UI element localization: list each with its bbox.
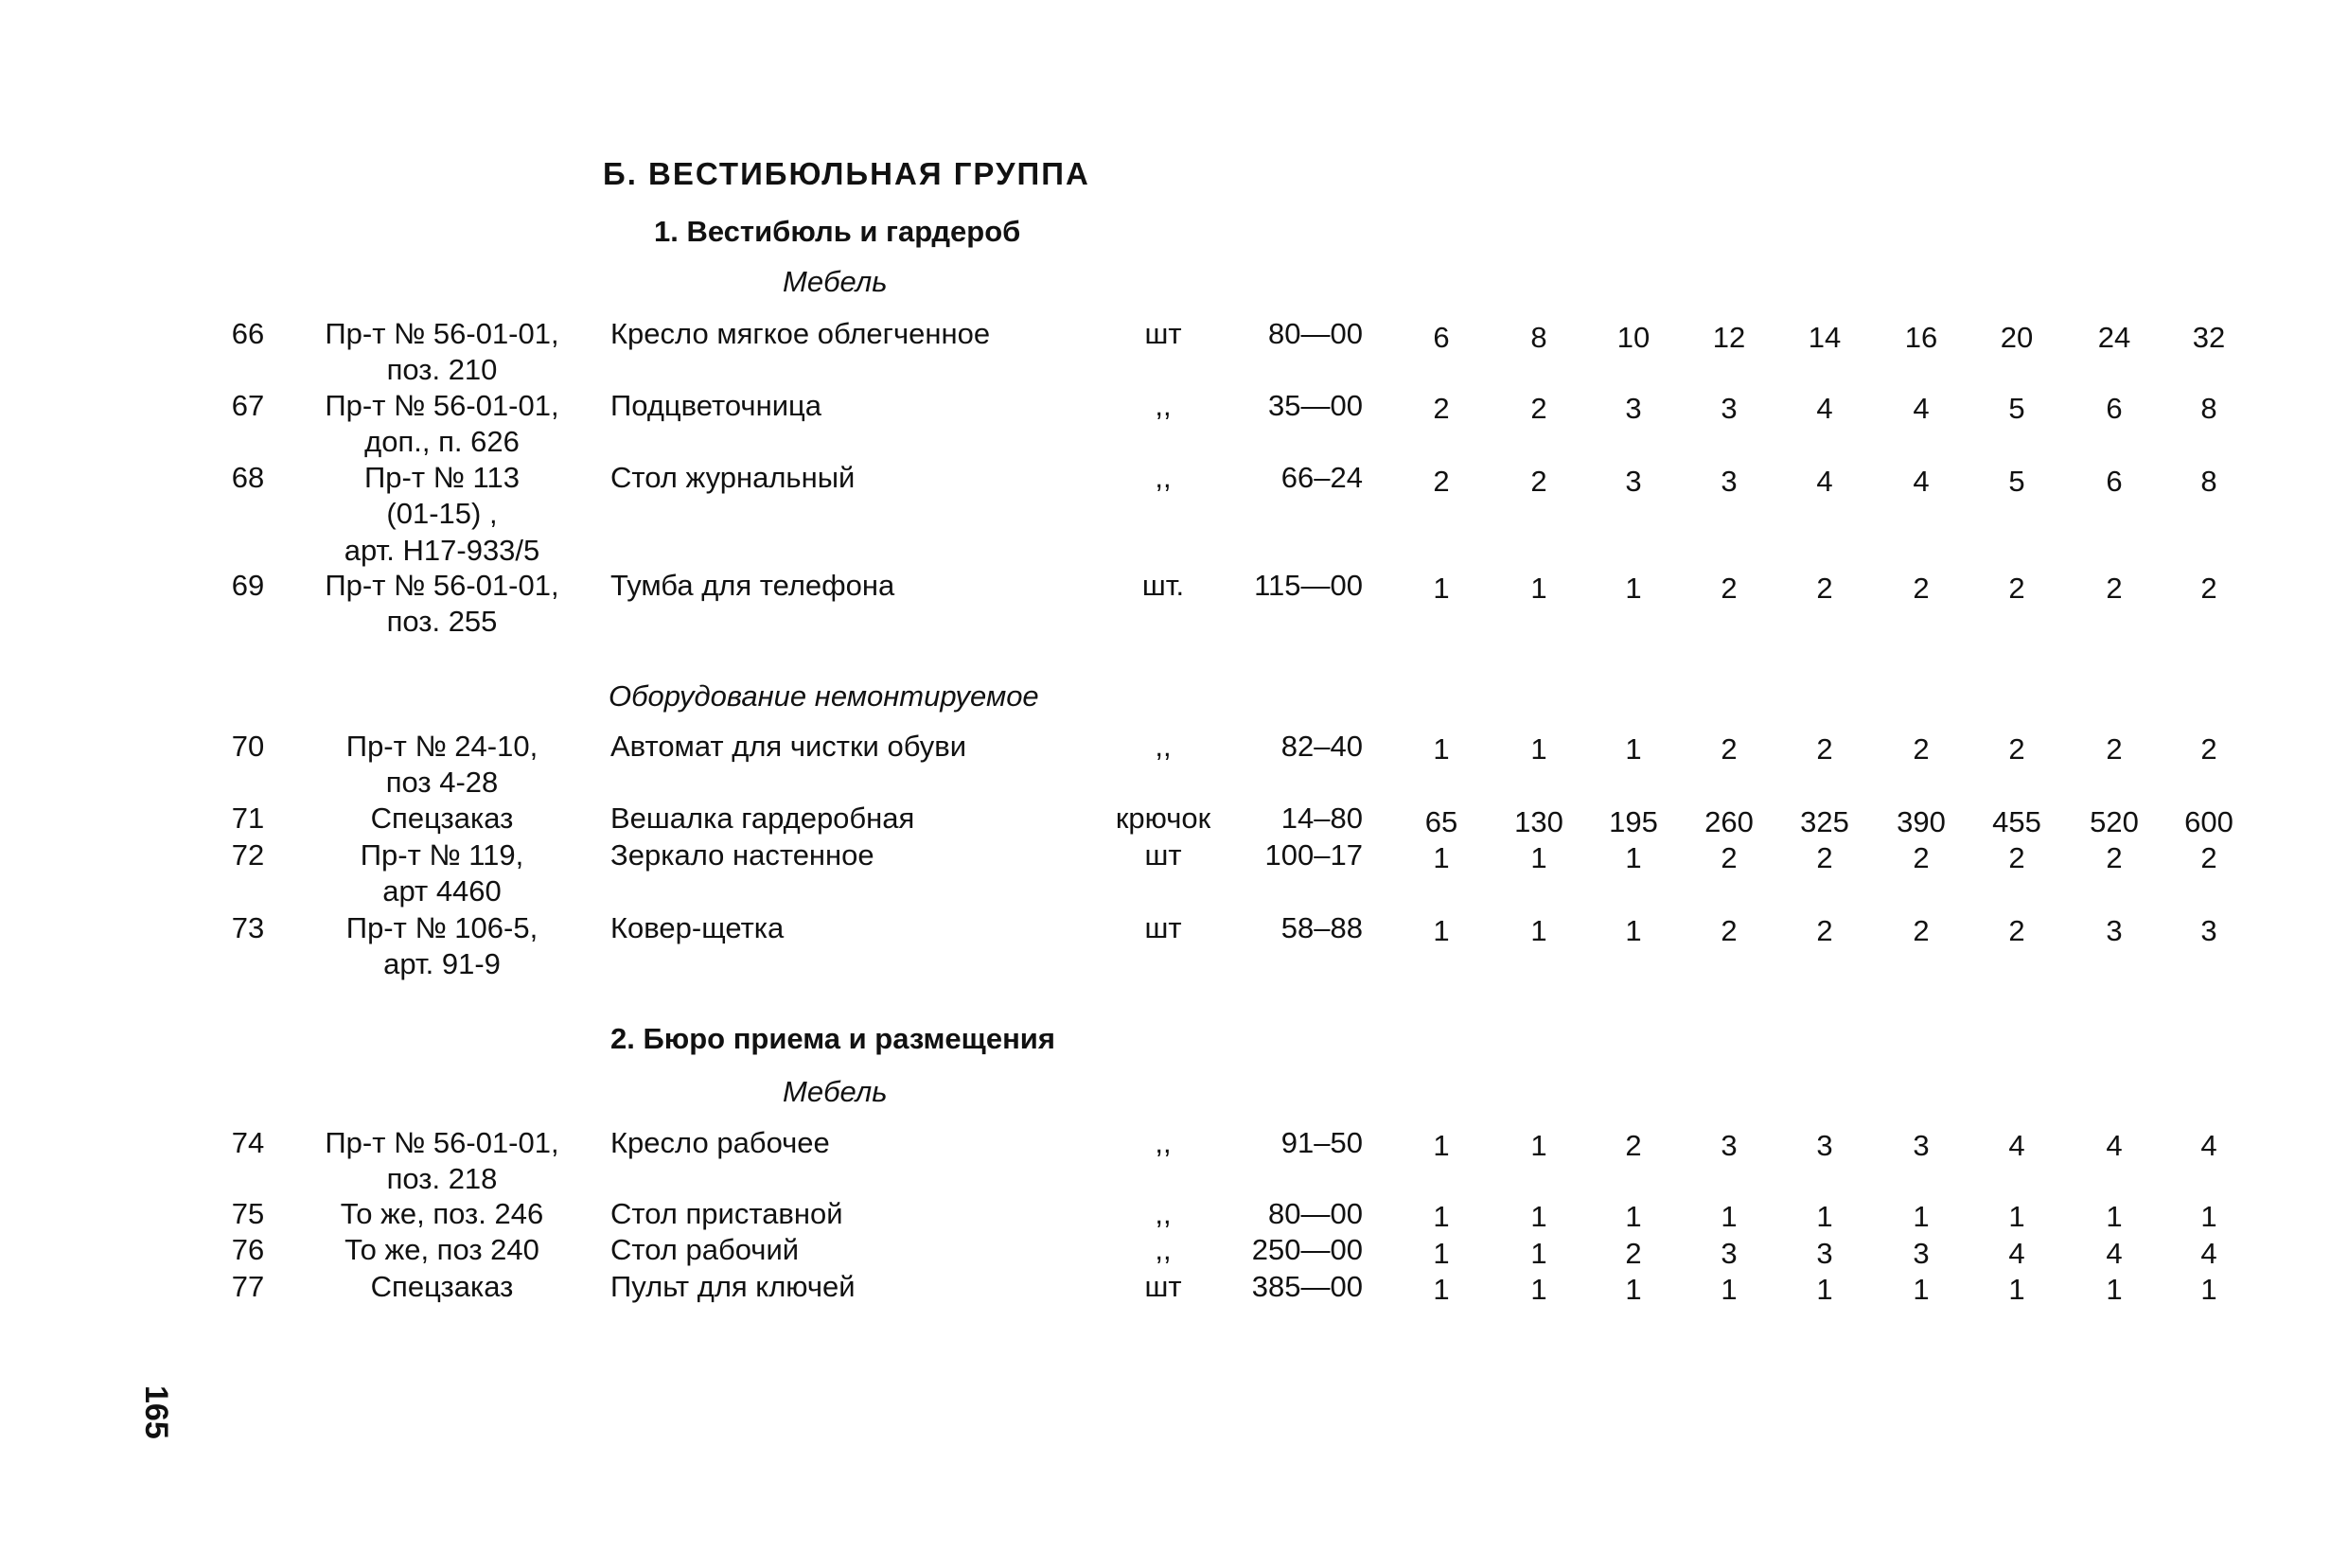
- row-source-line: Пр-т № 56-01-01,: [325, 569, 559, 602]
- row-item-name: Подцветочница: [610, 389, 822, 422]
- row-quantity: 1: [2200, 1273, 2217, 1306]
- row-unit: ,,: [1155, 389, 1172, 422]
- row-quantity: 3: [1625, 465, 1642, 498]
- row-quantity: 130: [1514, 805, 1563, 838]
- row-quantity: 390: [1897, 805, 1946, 838]
- row-number: 72: [231, 838, 265, 872]
- row-quantity: 2: [1816, 841, 1833, 874]
- row-quantity: 1: [1433, 914, 1450, 947]
- row-item-name: Вешалка гардеробная: [610, 802, 915, 835]
- row-quantity: 1: [1625, 1273, 1642, 1306]
- row-unit: шт.: [1141, 569, 1185, 602]
- row-quantity: 8: [2200, 392, 2217, 425]
- row-quantity: 1: [2008, 1200, 2025, 1233]
- row-number: 73: [231, 911, 265, 944]
- row-unit: ,,: [1155, 730, 1172, 763]
- row-quantity: 3: [1721, 392, 1738, 425]
- row-price: 14–80: [1280, 802, 1363, 835]
- row-quantity: 1: [1433, 1200, 1450, 1233]
- row-number: 77: [231, 1270, 265, 1303]
- row-source-line: (01-15) ,: [386, 497, 498, 530]
- subsection-title: 2. Бюро приема и размещения: [610, 1022, 1055, 1055]
- row-quantity: 20: [2000, 321, 2034, 354]
- row-quantity: 1: [1530, 841, 1547, 874]
- row-quantity: 6: [2106, 392, 2123, 425]
- row-quantity: 3: [1913, 1129, 1930, 1162]
- row-item-name: Стол рабочий: [610, 1233, 800, 1266]
- row-quantity: 3: [1721, 465, 1738, 498]
- row-unit: ,,: [1155, 1233, 1172, 1266]
- row-quantity: 4: [2008, 1129, 2025, 1162]
- row-quantity: 325: [1800, 805, 1849, 838]
- row-quantity: 1: [2008, 1273, 2025, 1306]
- row-price: 58–88: [1280, 911, 1363, 944]
- row-quantity: 2: [1913, 841, 1930, 874]
- row-item-name: Кресло мягкое облегченное: [610, 317, 991, 350]
- row-item-name: Автомат для чистки обуви: [610, 730, 967, 763]
- row-quantity: 2: [2200, 572, 2217, 605]
- row-number: 74: [231, 1126, 265, 1159]
- row-quantity: 1: [1530, 1129, 1547, 1162]
- row-quantity: 1: [1625, 841, 1642, 874]
- row-quantity: 2: [1721, 841, 1738, 874]
- row-unit: ,,: [1155, 1197, 1172, 1230]
- row-price: 82–40: [1280, 730, 1363, 763]
- row-quantity: 8: [2200, 465, 2217, 498]
- row-quantity: 2: [2008, 914, 2025, 947]
- row-quantity: 4: [2106, 1237, 2123, 1270]
- row-item-name: Зеркало настенное: [610, 838, 874, 872]
- row-quantity: 1: [1625, 732, 1642, 766]
- row-item-name: Стол приставной: [610, 1197, 843, 1230]
- row-quantity: 2: [1913, 572, 1930, 605]
- row-quantity: 2: [1913, 732, 1930, 766]
- row-quantity: 4: [1816, 392, 1833, 425]
- row-quantity: 3: [1721, 1129, 1738, 1162]
- row-source-line: арт. Н17-933/5: [344, 534, 540, 567]
- row-quantity: 3: [1816, 1237, 1833, 1270]
- row-item-name: Кресло рабочее: [610, 1126, 830, 1159]
- row-quantity: 1: [1625, 1200, 1642, 1233]
- row-quantity: 2: [1721, 732, 1738, 766]
- row-number: 66: [231, 317, 265, 350]
- row-quantity: 10: [1616, 321, 1651, 354]
- row-quantity: 1: [1913, 1273, 1930, 1306]
- row-source-line: Спецзаказ: [370, 802, 514, 835]
- row-source-line: Пр-т № 106-5,: [345, 911, 538, 944]
- category-title: Мебель: [783, 265, 888, 298]
- row-quantity: 2: [1816, 732, 1833, 766]
- row-unit: шт: [1144, 317, 1182, 350]
- row-quantity: 1: [1816, 1200, 1833, 1233]
- row-quantity: 1: [2200, 1200, 2217, 1233]
- row-item-name: Ковер-щетка: [610, 911, 785, 944]
- row-quantity: 4: [1913, 465, 1930, 498]
- row-source-line: поз. 255: [386, 605, 498, 638]
- row-quantity: 1: [1913, 1200, 1930, 1233]
- row-source-line: поз. 218: [386, 1162, 498, 1195]
- row-source-line: доп., п. 626: [364, 425, 520, 458]
- row-quantity: 600: [2184, 805, 2233, 838]
- row-number: 76: [231, 1233, 265, 1266]
- row-quantity: 2: [2106, 841, 2123, 874]
- row-price: 80—00: [1268, 1197, 1363, 1230]
- row-quantity: 1: [1433, 572, 1450, 605]
- row-quantity: 4: [1816, 465, 1833, 498]
- row-quantity: 2: [2008, 841, 2025, 874]
- row-quantity: 2: [1625, 1129, 1642, 1162]
- row-source-line: Пр-т № 119,: [360, 838, 524, 872]
- row-quantity: 3: [1625, 392, 1642, 425]
- row-quantity: 6: [1433, 321, 1450, 354]
- row-quantity: 1: [1433, 841, 1450, 874]
- row-quantity: 2: [2200, 841, 2217, 874]
- row-quantity: 1: [1816, 1273, 1833, 1306]
- row-quantity: 2: [2008, 732, 2025, 766]
- row-quantity: 1: [1433, 1273, 1450, 1306]
- row-quantity: 2: [1433, 465, 1450, 498]
- row-number: 67: [231, 389, 265, 422]
- row-quantity: 2: [1816, 914, 1833, 947]
- row-quantity: 5: [2008, 465, 2025, 498]
- row-quantity: 4: [2008, 1237, 2025, 1270]
- row-item-name: Пульт для ключей: [610, 1270, 856, 1303]
- row-quantity: 24: [2097, 321, 2131, 354]
- row-quantity: 1: [1721, 1200, 1738, 1233]
- row-price: 115—00: [1254, 569, 1363, 602]
- row-quantity: 2: [1625, 1237, 1642, 1270]
- row-quantity: 1: [1433, 1129, 1450, 1162]
- row-quantity: 2: [1816, 572, 1833, 605]
- row-unit: шт: [1144, 1270, 1182, 1303]
- row-quantity: 3: [1913, 1237, 1930, 1270]
- row-price: 250—00: [1251, 1233, 1363, 1266]
- row-source-line: Пр-т № 56-01-01,: [325, 317, 559, 350]
- row-number: 75: [231, 1197, 265, 1230]
- row-number: 71: [231, 802, 265, 835]
- row-quantity: 2: [1721, 572, 1738, 605]
- row-number: 68: [231, 461, 265, 494]
- row-unit: крючок: [1115, 802, 1211, 835]
- row-quantity: 2: [2106, 572, 2123, 605]
- row-quantity: 1: [1530, 1273, 1547, 1306]
- row-source-line: поз 4-28: [385, 766, 499, 799]
- row-quantity: 1: [1433, 1237, 1450, 1270]
- section-title: Б. ВЕСТИБЮЛЬНАЯ ГРУППА: [603, 156, 1090, 191]
- row-quantity: 4: [2200, 1129, 2217, 1162]
- row-quantity: 3: [1816, 1129, 1833, 1162]
- row-quantity: 14: [1808, 321, 1842, 354]
- row-quantity: 520: [2090, 805, 2139, 838]
- row-quantity: 1: [1530, 732, 1547, 766]
- row-quantity: 195: [1609, 805, 1658, 838]
- row-quantity: 1: [1530, 1237, 1547, 1270]
- row-quantity: 2: [2008, 572, 2025, 605]
- row-quantity: 6: [2106, 465, 2123, 498]
- row-price: 80—00: [1268, 317, 1363, 350]
- row-quantity: 12: [1712, 321, 1746, 354]
- row-quantity: 1: [1625, 572, 1642, 605]
- row-source-line: Пр-т № 24-10,: [345, 730, 538, 763]
- row-quantity: 3: [2106, 914, 2123, 947]
- row-quantity: 1: [2106, 1200, 2123, 1233]
- row-number: 70: [231, 730, 265, 763]
- row-quantity: 2: [1721, 914, 1738, 947]
- category-title: Мебель: [783, 1075, 888, 1108]
- row-quantity: 1: [1433, 732, 1450, 766]
- row-quantity: 1: [1625, 914, 1642, 947]
- row-quantity: 2: [1530, 392, 1547, 425]
- row-source-line: Пр-т № 56-01-01,: [325, 1126, 559, 1159]
- row-quantity: 1: [1530, 572, 1547, 605]
- row-price: 66–24: [1280, 461, 1363, 494]
- row-quantity: 8: [1530, 321, 1547, 354]
- page-number: 165: [138, 1385, 174, 1439]
- row-source-line: Пр-т № 56-01-01,: [325, 389, 559, 422]
- row-price: 100–17: [1264, 838, 1363, 872]
- row-quantity: 32: [2192, 321, 2226, 354]
- row-quantity: 4: [1913, 392, 1930, 425]
- row-unit: шт: [1144, 838, 1182, 872]
- row-quantity: 4: [2106, 1129, 2123, 1162]
- row-unit: шт: [1144, 911, 1182, 944]
- row-quantity: 2: [2200, 732, 2217, 766]
- row-source-line: поз. 210: [386, 353, 498, 386]
- row-number: 69: [231, 569, 265, 602]
- row-price: 385—00: [1251, 1270, 1363, 1303]
- row-quantity: 455: [1992, 805, 2041, 838]
- row-quantity: 1: [1530, 914, 1547, 947]
- row-quantity: 1: [1721, 1273, 1738, 1306]
- row-source-line: Пр-т № 113: [364, 461, 520, 494]
- row-source-line: Спецзаказ: [370, 1270, 514, 1303]
- row-item-name: Тумба для телефона: [610, 569, 895, 602]
- row-price: 35—00: [1268, 389, 1363, 422]
- subsection-title: 1. Вестибюль и гардероб: [654, 215, 1021, 248]
- row-quantity: 4: [2200, 1237, 2217, 1270]
- row-quantity: 65: [1424, 805, 1458, 838]
- row-quantity: 2: [1433, 392, 1450, 425]
- row-source-line: арт 4460: [382, 874, 502, 907]
- row-quantity: 16: [1904, 321, 1938, 354]
- row-price: 91–50: [1280, 1126, 1363, 1159]
- row-quantity: 5: [2008, 392, 2025, 425]
- row-quantity: 1: [2106, 1273, 2123, 1306]
- row-unit: ,,: [1155, 461, 1172, 494]
- row-quantity: 260: [1704, 805, 1754, 838]
- row-item-name: Стол журнальный: [610, 461, 856, 494]
- category-title: Оборудование немонтируемое: [609, 679, 1039, 713]
- row-unit: ,,: [1155, 1126, 1172, 1159]
- row-quantity: 3: [2200, 914, 2217, 947]
- row-source-line: То же, поз. 246: [340, 1197, 544, 1230]
- row-quantity: 2: [1913, 914, 1930, 947]
- row-quantity: 2: [2106, 732, 2123, 766]
- row-quantity: 3: [1721, 1237, 1738, 1270]
- row-quantity: 2: [1530, 465, 1547, 498]
- row-source-line: То же, поз 240: [344, 1233, 539, 1266]
- row-source-line: арт. 91-9: [383, 947, 501, 980]
- row-quantity: 1: [1530, 1200, 1547, 1233]
